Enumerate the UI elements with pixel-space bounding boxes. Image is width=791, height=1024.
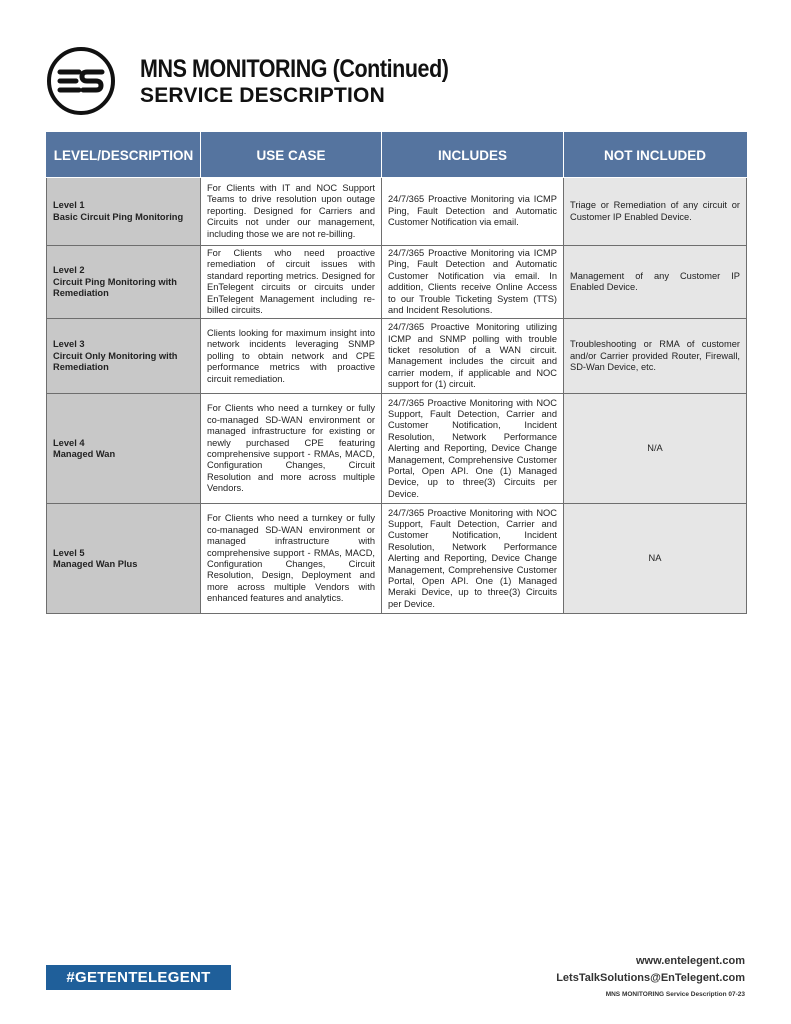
- use-case-cell: For Clients who need a turnkey or fully co-managed SD-WAN environment or managed infrastructure with comprehensive support - RMAs, MACD, Configuration Changes, Circuit Resolution, Design, Deployment and more across multiple Vendors with enhanced features and analytics.: [201, 504, 382, 614]
- level-cell: [47, 246, 201, 319]
- includes-cell: 24/7/365 Proactive Monitoring with NOC Support, Fault Detection, Carrier and Customer Notification, Incident Resolution, Network Performance Alerting and Reporting, Device Change Management, Comprehensive Customer Portal, Open API. One (1) Managed Device, up to three(3) Circuits per Device.: [382, 394, 564, 504]
- level-number: Level 3: [53, 339, 85, 350]
- use-case-cell: For Clients who need a turnkey or fully co-managed SD-WAN environment or managed infrastructure for existing or newly purchased CPE featuring comprehensive support - RMAs, MACD, Configuration Changes, Circuit Resolution and more across multiple Vendors.: [201, 394, 382, 504]
- includes-cell: 24/7/365 Proactive Monitoring via ICMP Ping, Fault Detection and Automatic Customer Notification via email. In addition, Clients receive Online Access to our Trouble Ticketing System (TTS) and Incident Resolutions.: [382, 246, 564, 319]
- service-table: [46, 132, 747, 614]
- not-included-cell: Triage or Remediation of any circuit or Customer IP Enabled Device.: [564, 178, 747, 246]
- not-included-cell: Management of any Customer IP Enabled Device.: [564, 246, 747, 319]
- not-included-cell: N/A: [564, 394, 747, 504]
- page-subtitle: SERVICE DESCRIPTION: [140, 84, 385, 107]
- use-case-cell: For Clients who need proactive remediation of circuit issues with standard reporting metrics. Designed for EnTelegent circuits or circuits under EnTelegent Management including re-billed circuits.: [201, 246, 382, 319]
- column-header-use-case: USE CASE: [201, 133, 382, 178]
- contact-block: [556, 954, 745, 1002]
- level-name: Circuit Ping Monitoring with Remediation: [53, 276, 177, 298]
- email-link[interactable]: LetsTalkSolutions@EnTelegent.com: [556, 972, 745, 984]
- table-row: [47, 504, 747, 614]
- not-included-cell: NA: [564, 504, 747, 614]
- use-case-cell: Clients looking for maximum insight into network incidents leveraging SNMP polling to obtain network and CPE performance metrics with proactive circuit remediation.: [201, 319, 382, 394]
- table-row: [47, 246, 747, 319]
- level-cell: [47, 394, 201, 504]
- table-row: [47, 178, 747, 246]
- level-number: Level 5: [53, 547, 85, 558]
- includes-cell: 24/7/365 Proactive Monitoring via ICMP Ping, Fault Detection and Automatic Customer Notification via email.: [382, 178, 564, 246]
- document-label: MNS MONITORING Service Description 07-23: [605, 991, 745, 998]
- table-row: [47, 319, 747, 394]
- level-name: Circuit Only Monitoring with Remediation: [53, 350, 178, 373]
- level-name: Managed Wan Plus: [53, 558, 138, 569]
- level-number: Level 4: [53, 437, 85, 448]
- level-name: Basic Circuit Ping Monitoring: [53, 211, 184, 222]
- hashtag-banner: #GETENTELEGENT: [46, 965, 231, 990]
- column-header-level: LEVEL/DESCRIPTION: [47, 133, 201, 178]
- column-header-not-included: NOT INCLUDED: [564, 133, 747, 178]
- not-included-cell: Troubleshooting or RMA of customer and/or Carrier provided Router, Firewall, SD-Wan Device, etc.: [564, 319, 747, 394]
- page-title: MNS MONITORING (Continued): [140, 55, 449, 83]
- level-name: Managed Wan: [53, 448, 116, 459]
- level-number: Level 1: [53, 200, 85, 211]
- table-header-row: [47, 133, 747, 178]
- level-cell: [47, 504, 201, 614]
- column-header-includes: INCLUDES: [382, 133, 564, 178]
- entelegent-logo: [46, 46, 116, 116]
- use-case-cell: For Clients with IT and NOC Support Teams to drive resolution upon outage reporting. Designed for Carriers and Circuits not under our management, including those we are not re-billing.: [201, 178, 382, 246]
- level-cell: [47, 319, 201, 394]
- level-number: Level 2: [53, 265, 85, 276]
- level-cell: [47, 178, 201, 246]
- includes-cell: 24/7/365 Proactive Monitoring with NOC Support, Fault Detection, Carrier and Customer Notification, Incident Resolution, Network Performance Alerting and Reporting, Device Change Management, Comprehensive Customer Portal, Open API. One (1) Managed Meraki Device, up to three(3) Circuits per Device.: [382, 504, 564, 614]
- includes-cell: 24/7/365 Proactive Monitoring utilizing ICMP and SNMP polling with trouble ticket resolution of a WAN circuit. Management includes the circuit and carrier modem, if applicable and NOC support for (1) circuit.: [382, 319, 564, 394]
- table-row: [47, 394, 747, 504]
- website-link[interactable]: www.entelegent.com: [635, 955, 745, 967]
